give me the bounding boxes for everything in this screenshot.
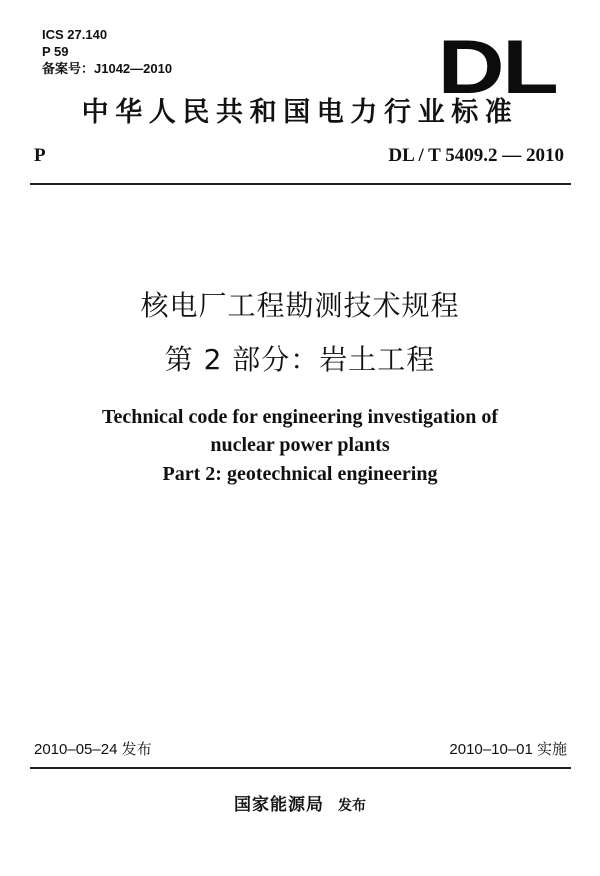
publisher-verb: 发布	[338, 798, 366, 814]
implementation-date: 2010–10–01 实施	[449, 741, 567, 758]
bottom-divider	[30, 767, 571, 769]
publisher-line	[0, 793, 600, 818]
english-title-line-1: Technical code for engineering investigation of	[101, 406, 499, 428]
english-title-line-3: Part 2: geotechnical engineering	[162, 463, 438, 485]
chinese-title-line-2: 第 2 部分：岩土工程	[164, 343, 436, 376]
category-letter: P	[34, 145, 46, 166]
standard-number: DL / T 5409.2 — 2010	[388, 145, 564, 166]
ics-code: ICS 27.140	[42, 27, 108, 42]
record-number: 备案号：J1042—2010	[42, 61, 173, 76]
english-title-line-2: nuclear power plants	[210, 434, 390, 456]
publisher-name: 国家能源局	[234, 795, 324, 815]
chinese-title-line-1: 核电厂工程勘测技术规程	[140, 289, 460, 322]
issue-date: 2010–05–24 发布	[34, 741, 152, 758]
classification-code: P 59	[42, 44, 69, 59]
dl-logo: DL	[437, 25, 556, 110]
standard-header-title: 中华人民共和国电力行业标准	[81, 97, 519, 128]
top-divider	[30, 183, 571, 185]
